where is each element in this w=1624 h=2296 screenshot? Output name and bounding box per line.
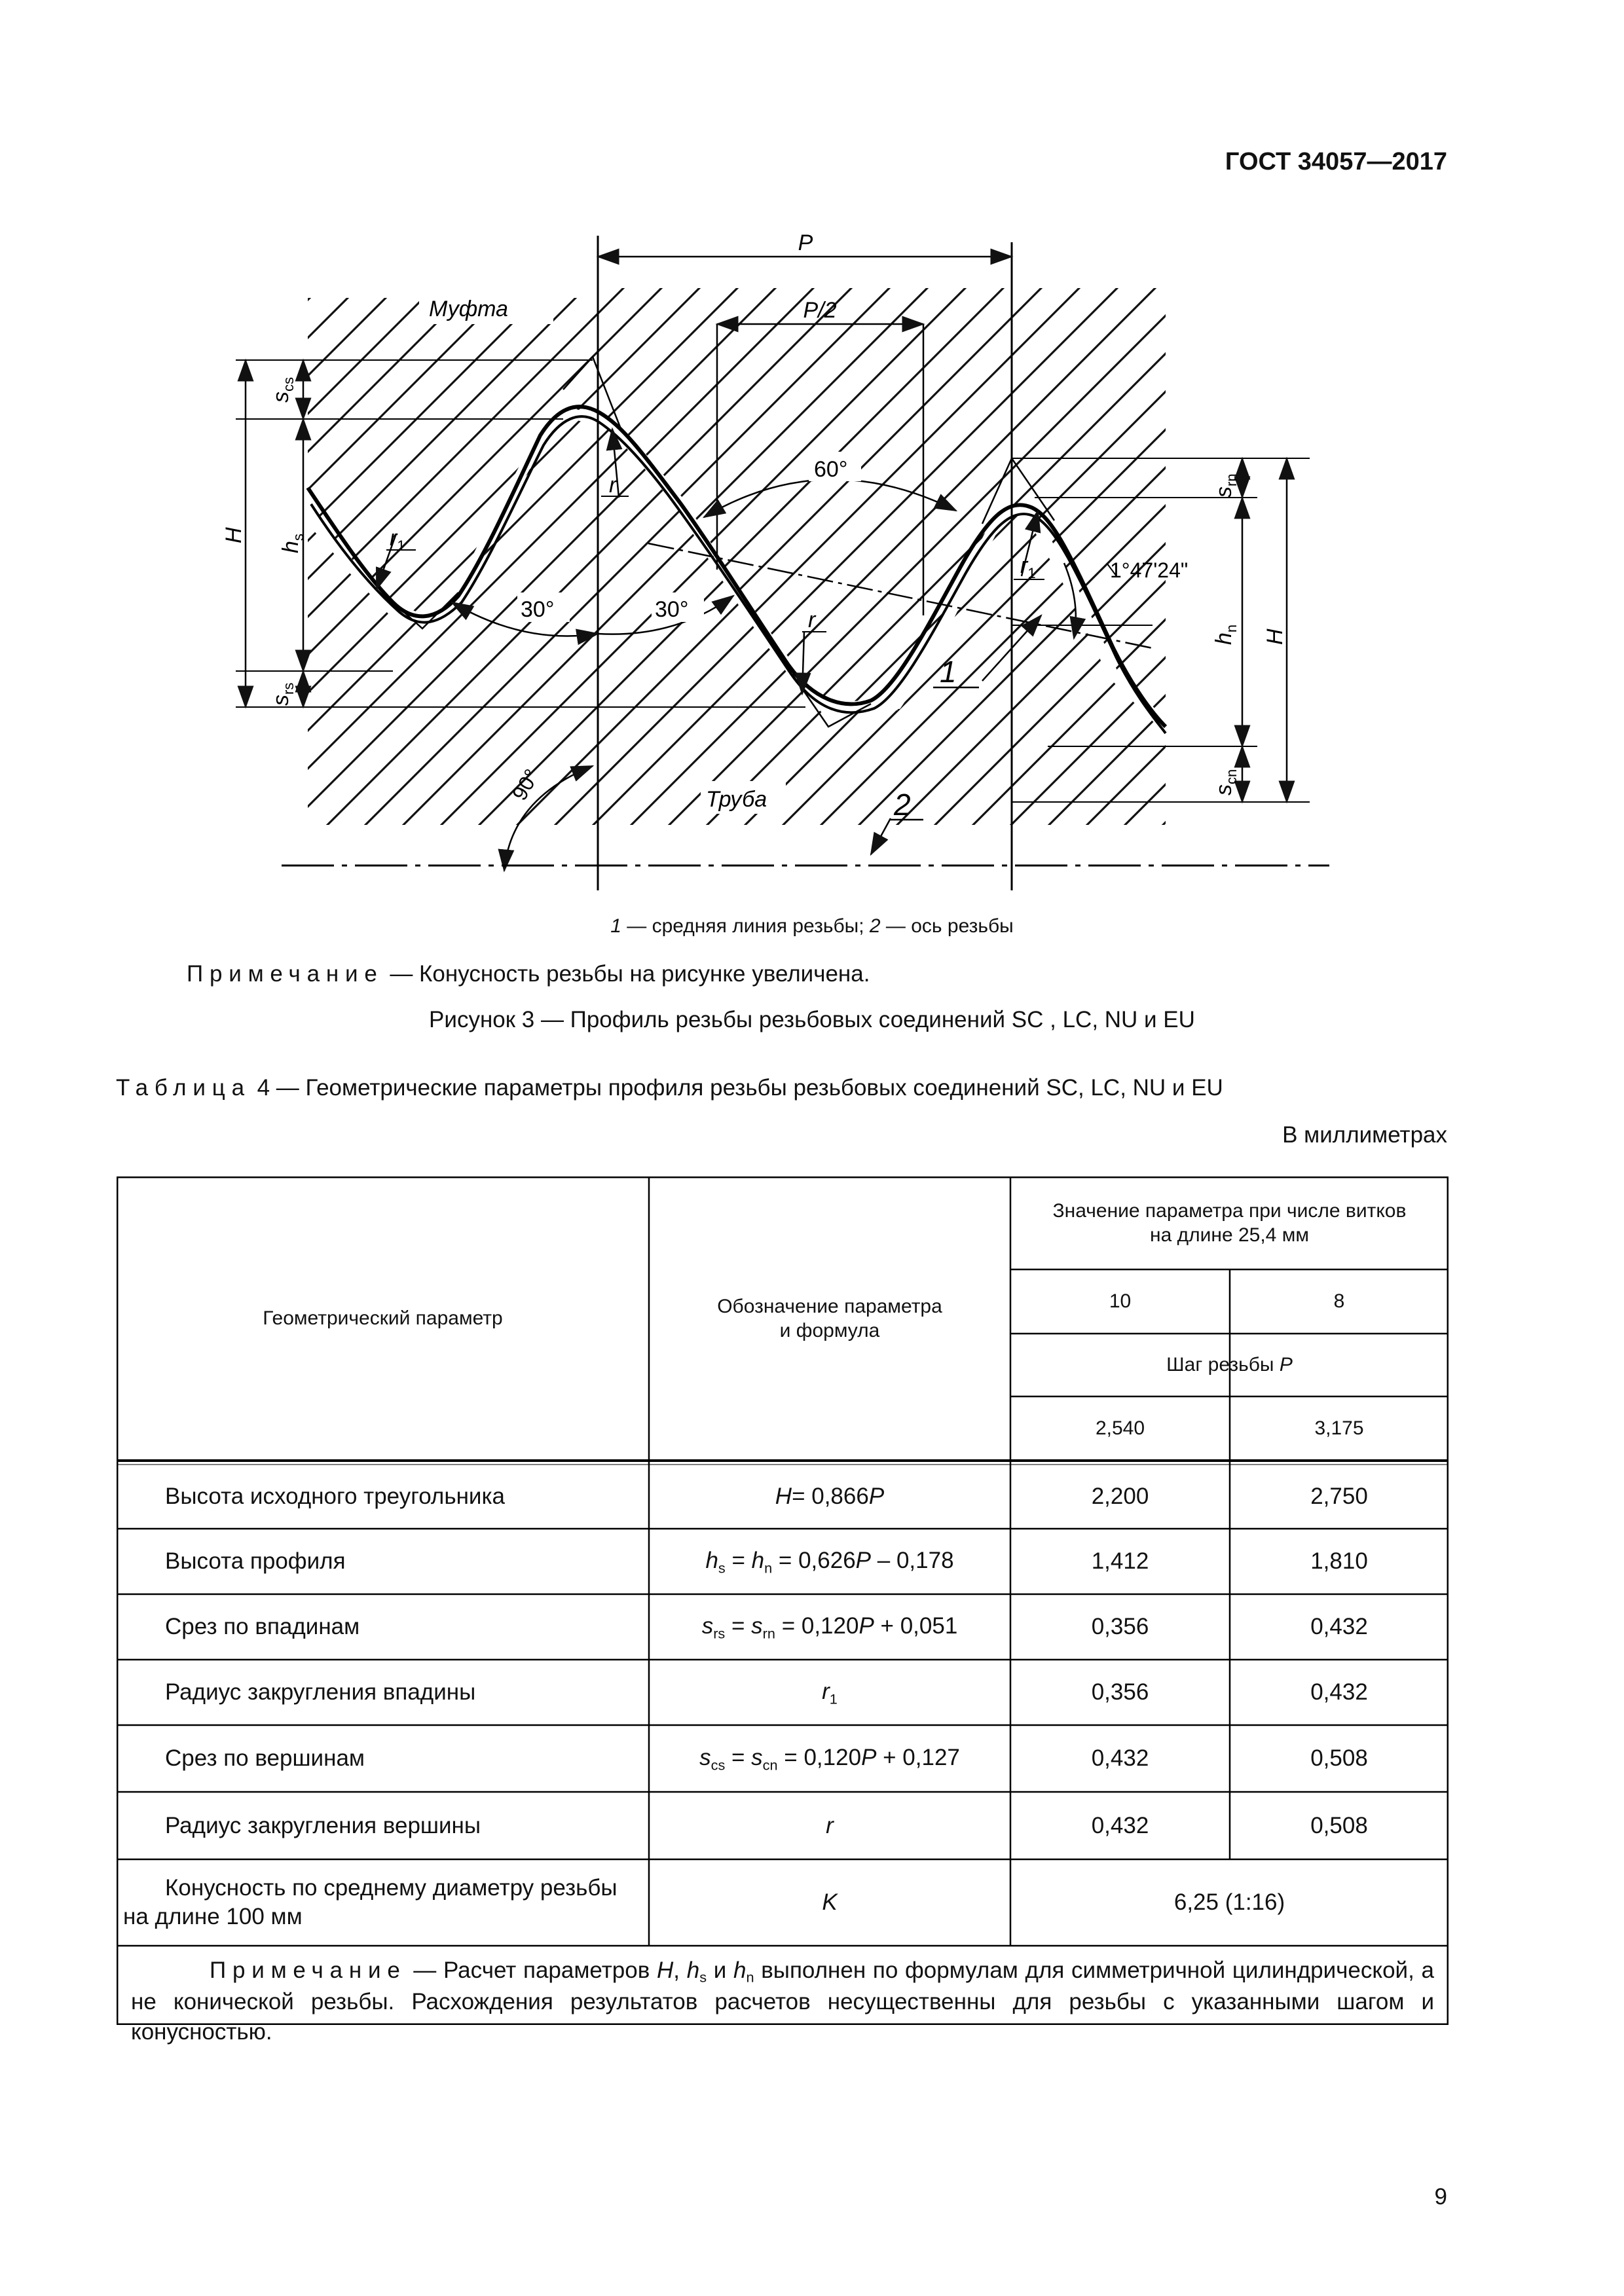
label-angle-90: 90° <box>507 765 544 805</box>
label-hn: $h_n$ <box>1211 624 1240 645</box>
label-H-right: H <box>1263 629 1287 645</box>
row-2-value-b: 1,810 <box>1310 1548 1368 1575</box>
label-angle-60: 60° <box>814 457 848 482</box>
label-coupling: Муфта <box>429 297 508 321</box>
label-callout-2: 2 <box>894 788 911 822</box>
figure-note: Примечание — Конусность резьбы на рисунке увеличена. <box>187 961 870 987</box>
row-3-value-a: 0,356 <box>1091 1614 1149 1640</box>
row-1-name: Высота исходного треугольника <box>165 1484 506 1510</box>
label-P: P <box>798 230 813 255</box>
label-taper-angle: 1°47'24" <box>1110 558 1189 582</box>
label-scn: $s_{cn}$ <box>1211 769 1240 795</box>
row-4-formula: $r_1$ <box>822 1678 838 1707</box>
table-note: Примечание — Расчет параметров H, $h_s$ и $h_n$ выполнен по формулам для симметричной цилиндрической, а не конической резьбы. Расхождения результатов расчетов несущественны для резьбы с указанными шагом и конусностью. <box>131 1958 1434 2045</box>
page-number: 9 <box>1434 2184 1447 2210</box>
thread-profile-figure <box>221 223 1362 903</box>
header-turns-8: 8 <box>1333 1290 1345 1313</box>
label-scs: $s_{cs}$ <box>268 377 297 403</box>
document-code: ГОСТ 34057—2017 <box>1225 148 1447 175</box>
label-r-top: r <box>609 473 617 498</box>
label-angle-30-right: 30° <box>655 597 689 622</box>
row-3-value-b: 0,432 <box>1310 1614 1368 1640</box>
parameters-table <box>117 1176 1449 2045</box>
row-7-value-merged: 6,25 (1:16) <box>1173 1889 1285 1916</box>
label-r-bottom: r <box>808 608 816 632</box>
header-pitch-a: 2,540 <box>1095 1417 1145 1440</box>
row-5-value-b: 0,508 <box>1310 1745 1368 1772</box>
label-pipe: Труба <box>706 787 767 812</box>
row-4-name: Радиус закругления впадины <box>165 1679 476 1705</box>
row-5-formula: $s_{cs} = s_{cn} = 0,120P + 0,127$ <box>699 1744 960 1774</box>
header-value: Значение параметра при числе витков на длине 25,4 мм <box>1052 1199 1407 1246</box>
row-3-formula: $s_{rs} = s_{rn} = 0,120P + 0,051$ <box>701 1613 958 1642</box>
row-1-formula: H = 0,866 P <box>775 1484 885 1510</box>
row-6-value-b: 0,508 <box>1310 1812 1368 1838</box>
header-designation: Обозначение параметра и формула <box>717 1295 942 1341</box>
row-5-name: Срез по вершинам <box>165 1745 365 1772</box>
label-P-half: P/2 <box>803 298 837 323</box>
row-2-value-a: 1,412 <box>1091 1548 1149 1575</box>
label-angle-30-left: 30° <box>521 597 555 622</box>
row-1-value-b: 2,750 <box>1310 1484 1368 1510</box>
row-6-formula: r <box>826 1812 834 1838</box>
label-H-left: H <box>221 527 246 543</box>
label-r1-left: $r_1$ <box>390 526 405 554</box>
label-r1-right: $r_1$ <box>1020 553 1036 581</box>
row-6-name: Радиус закругления вершины <box>165 1812 481 1838</box>
row-7-name: Конусность по среднему диаметру резьбы на длине 100 мм <box>123 1875 618 1929</box>
header-pitch: Шаг резьбы P <box>1166 1354 1293 1376</box>
row-4-value-a: 0,356 <box>1091 1679 1149 1705</box>
row-6-value-a: 0,432 <box>1091 1812 1149 1838</box>
label-srs: $s_{rs}$ <box>268 682 297 706</box>
header-turns-10: 10 <box>1109 1290 1132 1313</box>
figure-caption: Рисунок 3 — Профиль резьбы резьбовых соединений SC , LC, NU и EU <box>429 1007 1195 1032</box>
figure-note-label: Примечание <box>187 961 384 987</box>
figure-legend: 1 — средняя линия резьбы; 2 — ось резьбы <box>610 915 1014 937</box>
header-pitch-b: 3,175 <box>1314 1417 1364 1440</box>
table-title: Таблица 4 — Геометрические параметры профиля резьбы резьбовых соединений SC, LC, NU и EU <box>116 1075 1223 1101</box>
row-1-value-a: 2,200 <box>1091 1484 1149 1510</box>
row-4-value-b: 0,432 <box>1310 1679 1368 1705</box>
table-units: В миллиметрах <box>1282 1122 1447 1148</box>
row-5-value-a: 0,432 <box>1091 1745 1149 1772</box>
row-3-name: Срез по впадинам <box>165 1614 360 1640</box>
label-callout-1: 1 <box>940 655 957 689</box>
row-2-name: Высота профиля <box>165 1548 346 1575</box>
row-2-formula: $h_s = h_n = 0,626P - 0,178$ <box>705 1547 954 1576</box>
row-7-formula: K <box>822 1889 838 1916</box>
label-srn: $s_{rn}$ <box>1211 473 1240 498</box>
header-param: Геометрический параметр <box>263 1307 503 1330</box>
label-hs: $h_s$ <box>278 534 306 553</box>
